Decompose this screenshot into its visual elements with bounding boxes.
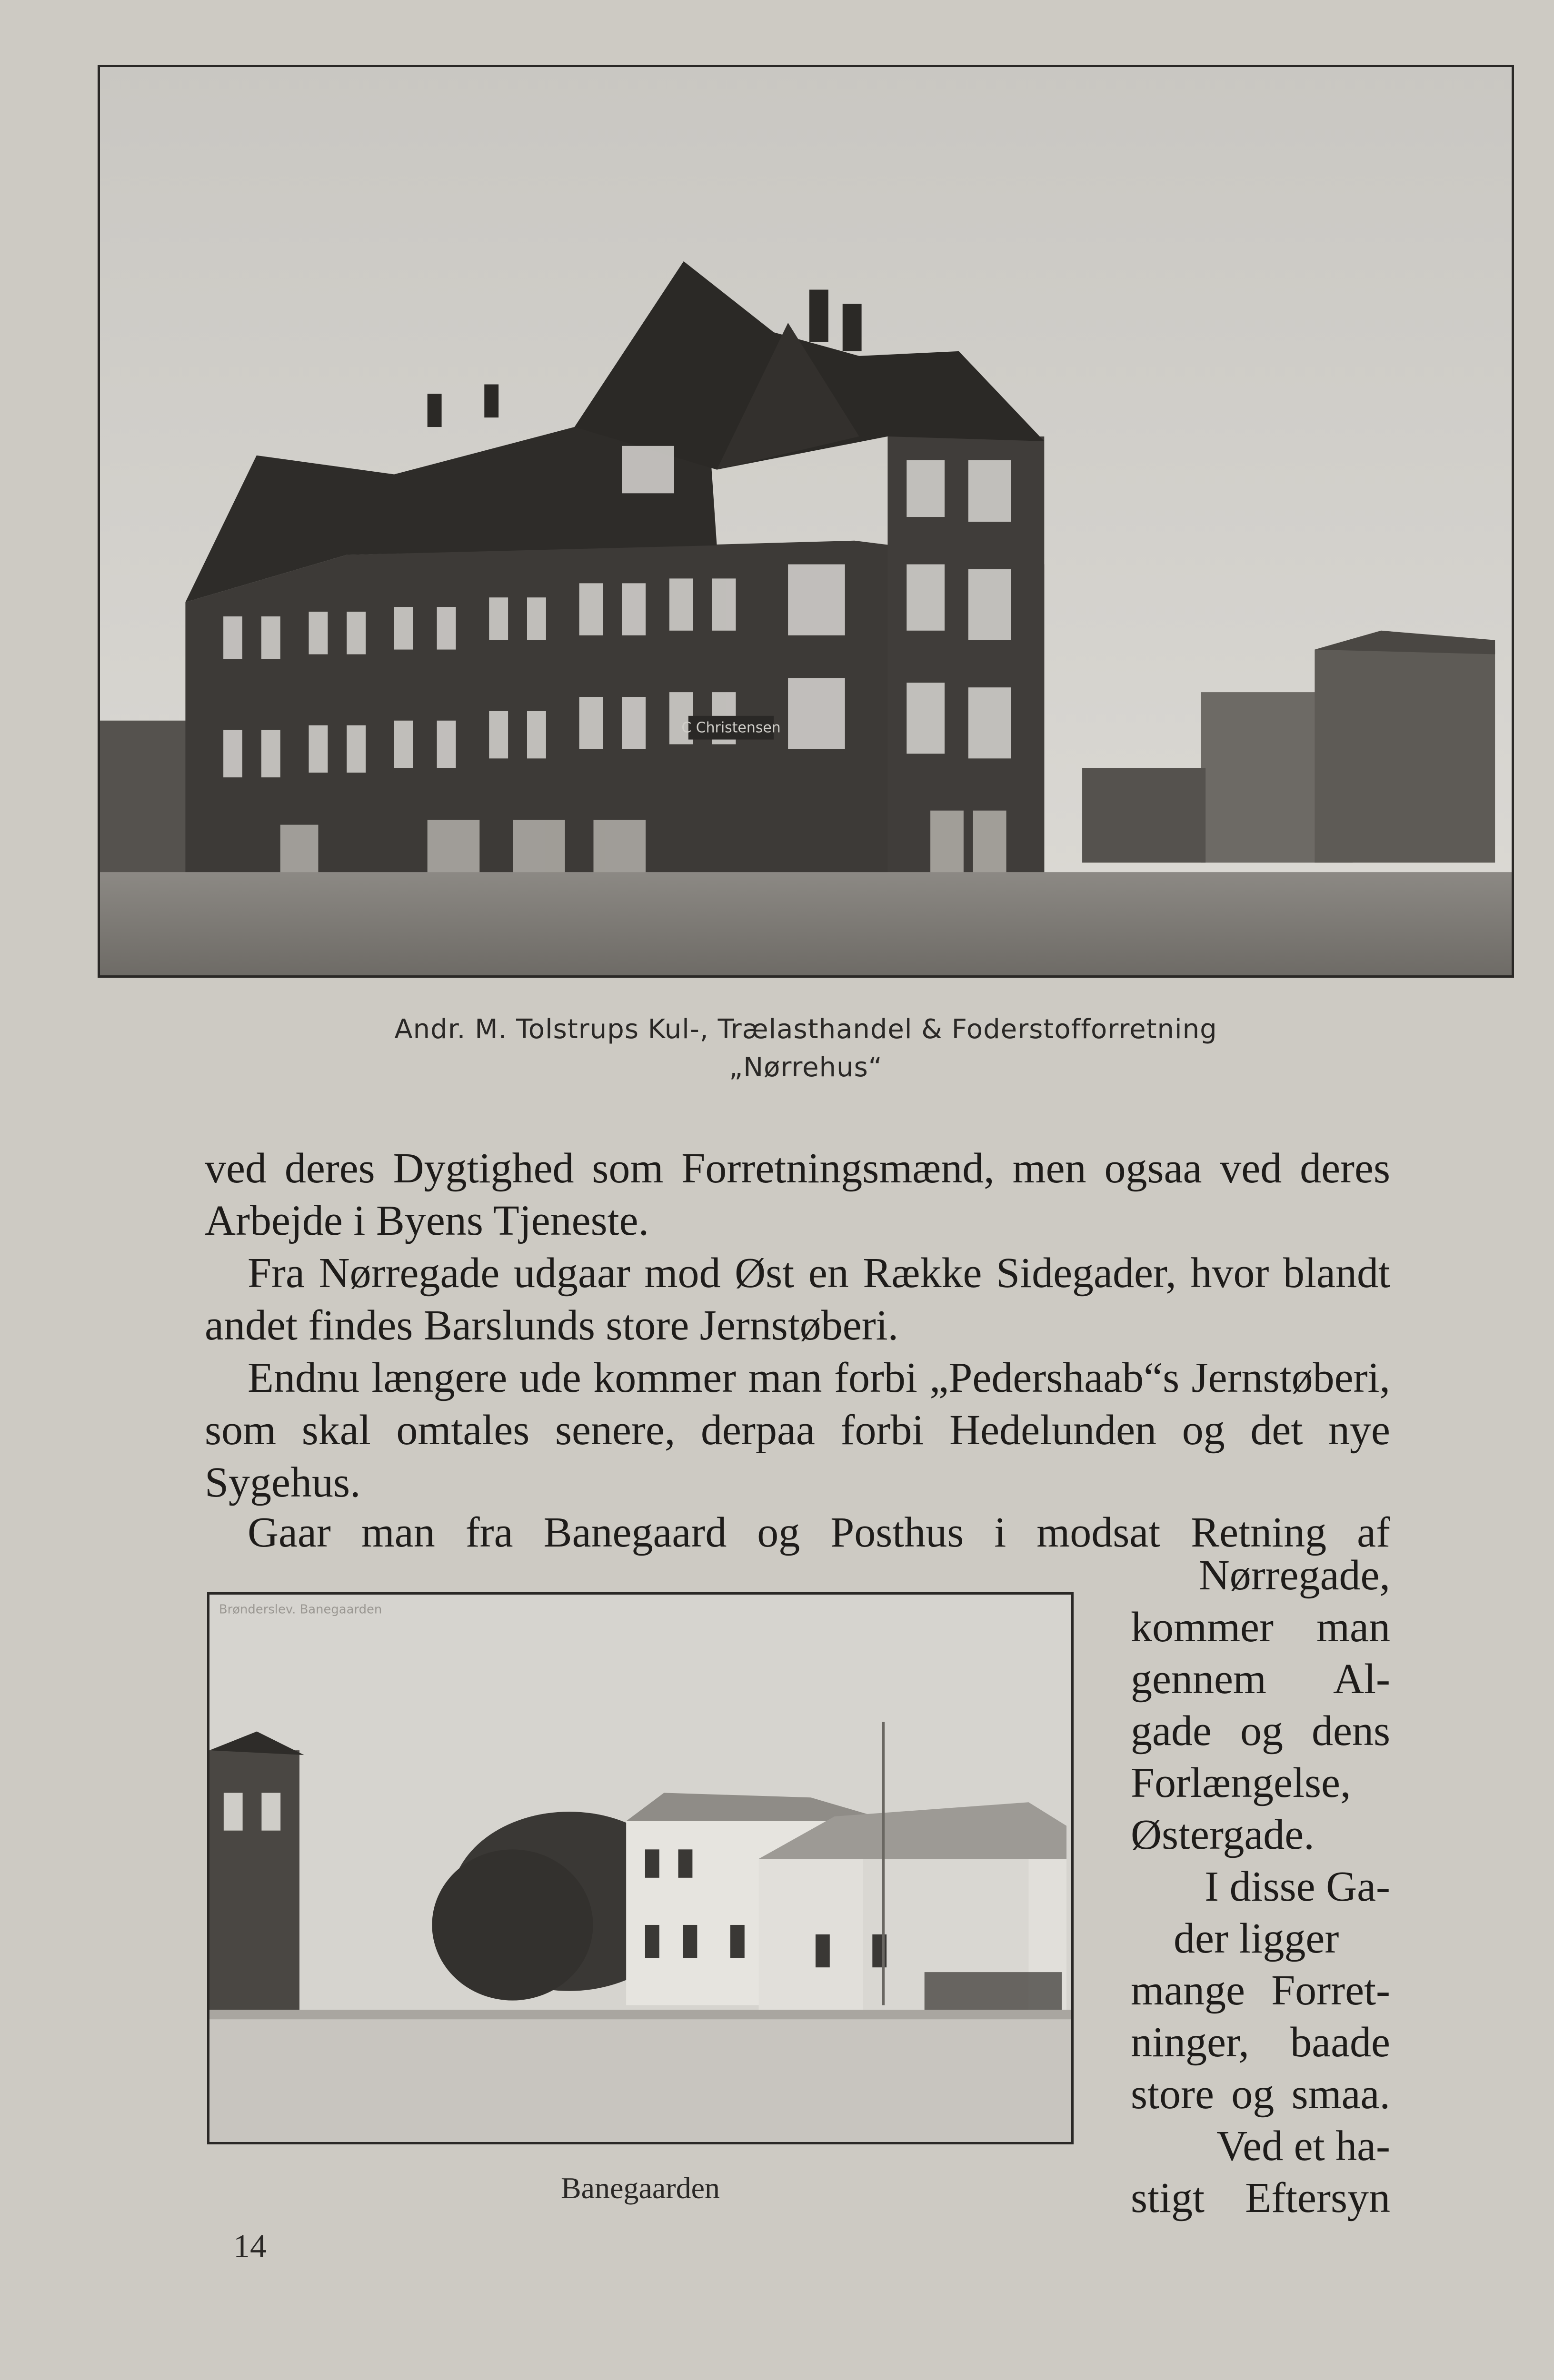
side-line: mange Forret- [1131,1967,1390,2014]
side-line: Østergade. [1131,1811,1315,1858]
body-paragraph-2: Fra Nørregade udgaar mod Øst en Række Sidegader, hvor blandt andet findes Barslunds store Jernstøberi. [205,1250,1390,1349]
photo-caption-banegaarden: Banegaarden [560,2171,720,2205]
station-illustration [209,1595,1071,2142]
photo-inscription: Brønderslev. Banegaarden [219,1602,382,1617]
photo-caption-line1: Andr. M. Tolstrups Kul-, Trælasthandel & Foderstofforretning [394,1014,1217,1045]
photo-caption-line2: „Nørrehus“ [729,1052,883,1083]
side-column-text [1131,1549,1390,2224]
body-paragraph-3: Endnu længere ude kommer man forbi „Pedershaab“s Jernstøberi, som skal omtales senere, derpaa forbi Hedelunden og det nye Sygehus. [205,1354,1390,1506]
side-line: gennem Al- [1131,1656,1390,1703]
page-number: 14 [233,2228,267,2265]
side-line: kommer man [1131,1604,1390,1651]
photo-norrehus-building [98,65,1514,978]
side-line: Forlængelse, [1131,1759,1351,1806]
side-line: store og smaa. [1131,2071,1390,2118]
body-paragraph-1: ved deres Dygtighed som Forretningsmænd, men ogsaa ved deres Arbejde i Byens Tjeneste. [205,1145,1390,1244]
side-line: I disse Ga- [1205,1863,1390,1910]
side-line: Ved et ha- [1216,2122,1390,2170]
body-paragraph-4: Gaar man fra Banegaard og Posthus i modsat Retning af [248,1509,1390,1556]
shop-sign: C Christensen [681,719,781,736]
side-line: Nørregade, [1198,1552,1390,1599]
side-line: der ligger [1174,1915,1339,1962]
side-line: ninger, baade [1131,2019,1390,2066]
building-illustration [100,67,1512,975]
photo-banegaarden [207,1592,1074,2144]
side-line: gade og dens [1131,1707,1390,1755]
side-line: stigt Eftersyn [1131,2174,1390,2221]
